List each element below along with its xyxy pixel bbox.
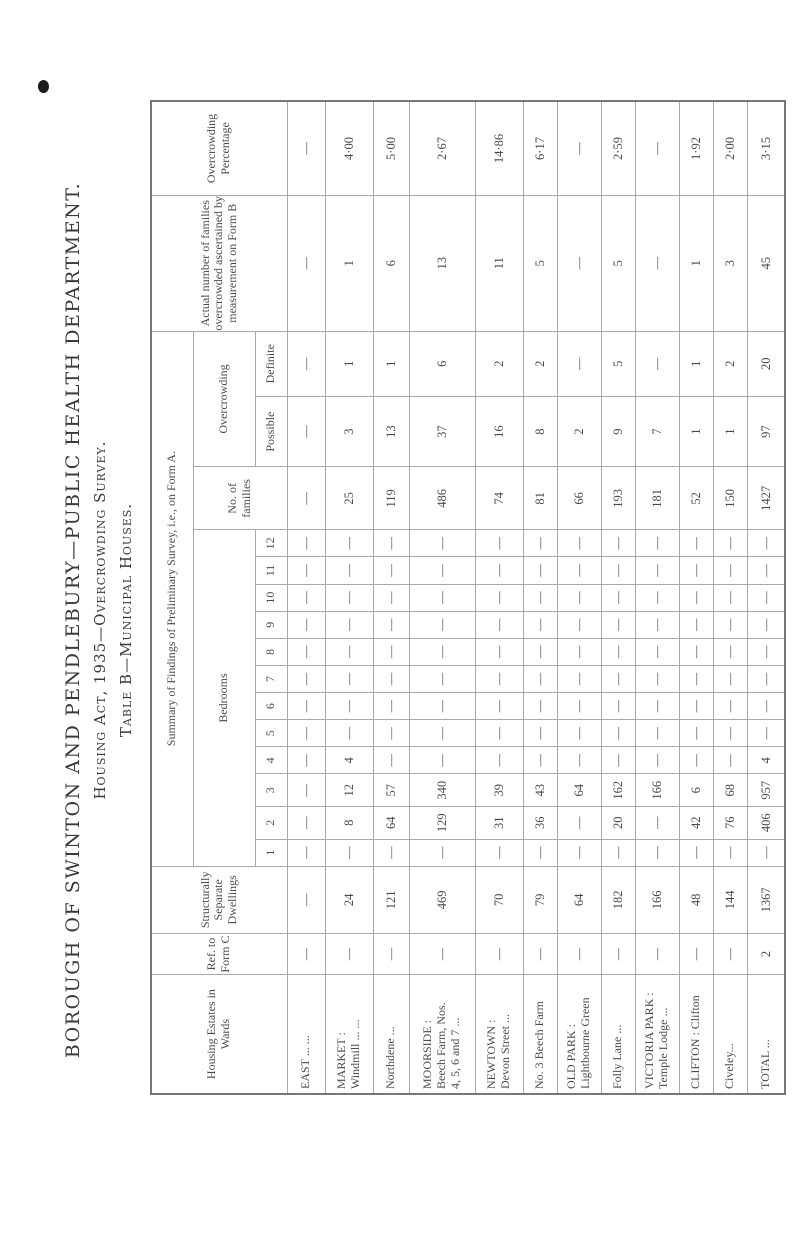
bedroom-4-cell: — — [523, 747, 557, 774]
bedroom-1-cell: — — [409, 839, 475, 866]
families-cell: 66 — [557, 467, 601, 530]
header-bedroom-5: 5 — [255, 720, 287, 747]
header-overcrowding: Overcrowding — [193, 331, 255, 467]
percentage-cell: 2·59 — [601, 101, 635, 195]
bedroom-12-cell: — — [373, 530, 409, 557]
report-title: BOROUGH OF SWINTON AND PENDLEBURY—PUBLIC HEALTH DEPARTMENT. — [62, 181, 84, 1059]
possible-cell: 1 — [713, 396, 747, 467]
bedroom-7-cell: — — [409, 665, 475, 692]
definite-cell: 6 — [409, 331, 475, 396]
dwellings-cell: 1367 — [747, 866, 785, 933]
header-actual: Actual number of families overcrowded ascertained by measurement on Form B — [151, 195, 287, 331]
bedroom-7-cell: — — [287, 665, 325, 692]
estate-name — [475, 975, 523, 1094]
bedroom-4-cell: — — [373, 747, 409, 774]
ref-cell: — — [475, 933, 523, 974]
possible-cell: 8 — [523, 396, 557, 467]
actual-cell: — — [635, 195, 679, 331]
table-row — [713, 101, 747, 1094]
bedroom-1-cell: — — [557, 839, 601, 866]
bedroom-9-cell: — — [409, 611, 475, 638]
families-cell: 486 — [409, 467, 475, 530]
estate-name — [287, 975, 325, 1094]
possible-cell: 7 — [635, 396, 679, 467]
estate-name — [409, 975, 475, 1094]
bedroom-5-cell: — — [475, 720, 523, 747]
bedroom-4-cell: 4 — [325, 747, 373, 774]
estate-name-line: Folly Lane ... — [610, 1024, 625, 1089]
bedroom-11-cell: — — [373, 557, 409, 584]
definite-cell: 1 — [373, 331, 409, 396]
bedroom-12-cell: — — [557, 530, 601, 557]
definite-cell: 2 — [713, 331, 747, 396]
bedroom-7-cell: — — [373, 665, 409, 692]
header-bedroom-3: 3 — [255, 774, 287, 807]
actual-cell: 11 — [475, 195, 523, 331]
bedroom-2-cell: 406 — [747, 807, 785, 840]
dwellings-cell: 166 — [635, 866, 679, 933]
bedroom-2-cell: 76 — [713, 807, 747, 840]
ref-cell: — — [679, 933, 713, 974]
dwellings-cell: 48 — [679, 866, 713, 933]
ref-cell: — — [325, 933, 373, 974]
bedroom-12-cell: — — [409, 530, 475, 557]
percentage-cell: 14·86 — [475, 101, 523, 195]
bedroom-9-cell: — — [325, 611, 373, 638]
dwellings-cell: 144 — [713, 866, 747, 933]
header-bedrooms: Bedrooms — [193, 530, 255, 866]
bedroom-11-cell: — — [557, 557, 601, 584]
percentage-cell: — — [635, 101, 679, 195]
possible-cell: 37 — [409, 396, 475, 467]
bedroom-6-cell: — — [747, 693, 785, 720]
dwellings-cell: 79 — [523, 866, 557, 933]
dwellings-cell: 182 — [601, 866, 635, 933]
ref-cell: — — [635, 933, 679, 974]
bedroom-12-cell: — — [679, 530, 713, 557]
bedroom-11-cell: — — [713, 557, 747, 584]
bedroom-2-cell: 31 — [475, 807, 523, 840]
estate-name-line: Civeley... — [722, 1043, 737, 1089]
bedroom-6-cell: — — [679, 693, 713, 720]
header-ref: Ref. to Form C — [151, 933, 287, 974]
bedroom-8-cell: — — [713, 638, 747, 665]
bedroom-9-cell: — — [557, 611, 601, 638]
bedroom-5-cell: — — [523, 720, 557, 747]
bedroom-11-cell: — — [679, 557, 713, 584]
bedroom-1-cell: — — [523, 839, 557, 866]
header-summary: Summary of Findings of Preliminary Survey, i.e., on Form A. — [151, 331, 193, 866]
bedroom-5-cell: — — [747, 720, 785, 747]
bedroom-3-cell: 43 — [523, 774, 557, 807]
ref-cell: — — [713, 933, 747, 974]
bedroom-4-cell: — — [409, 747, 475, 774]
possible-cell: 3 — [325, 396, 373, 467]
bedroom-6-cell: — — [409, 693, 475, 720]
table-row — [409, 101, 475, 1094]
bedroom-5-cell: — — [601, 720, 635, 747]
bedroom-1-cell: — — [287, 839, 325, 866]
estate-name-line: Devon Street ... — [498, 1014, 512, 1089]
estate-name-line: MOORSIDE : — [420, 1019, 435, 1089]
header-bedroom-6: 6 — [255, 693, 287, 720]
estate-name — [601, 975, 635, 1094]
actual-cell: 45 — [747, 195, 785, 331]
header-bedroom-10: 10 — [255, 584, 287, 611]
estate-name — [373, 975, 409, 1094]
percentage-cell: — — [287, 101, 325, 195]
bedroom-5-cell: — — [325, 720, 373, 747]
ref-cell: — — [373, 933, 409, 974]
bedroom-8-cell: — — [287, 638, 325, 665]
families-cell: 119 — [373, 467, 409, 530]
bedroom-11-cell: — — [747, 557, 785, 584]
actual-cell: 5 — [523, 195, 557, 331]
bedroom-5-cell: — — [679, 720, 713, 747]
bedroom-11-cell: — — [601, 557, 635, 584]
percentage-cell: 4·00 — [325, 101, 373, 195]
table-row — [373, 101, 409, 1094]
bedroom-2-cell: — — [287, 807, 325, 840]
bedroom-3-cell: 39 — [475, 774, 523, 807]
bedroom-8-cell: — — [373, 638, 409, 665]
estate-name-line: Northdene ... — [383, 1026, 398, 1089]
bedroom-2-cell: — — [635, 807, 679, 840]
header-bedroom-7: 7 — [255, 665, 287, 692]
bedroom-11-cell: — — [325, 557, 373, 584]
bedroom-3-cell: 340 — [409, 774, 475, 807]
bedroom-3-cell: 12 — [325, 774, 373, 807]
estate-name-line: MARKET : — [334, 1032, 349, 1089]
bedroom-1-cell: — — [325, 839, 373, 866]
definite-cell: 1 — [325, 331, 373, 396]
bedroom-11-cell: — — [523, 557, 557, 584]
possible-cell: 97 — [747, 396, 785, 467]
rotated-table-wrapper — [150, 0, 800, 1095]
table-row — [601, 101, 635, 1094]
ref-cell: — — [287, 933, 325, 974]
bedroom-6-cell: — — [373, 693, 409, 720]
estate-name-line: OLD PARK : — [564, 1024, 579, 1089]
families-cell: 25 — [325, 467, 373, 530]
table-row — [325, 101, 373, 1094]
bedroom-11-cell: — — [409, 557, 475, 584]
bedroom-9-cell: — — [523, 611, 557, 638]
bedroom-1-cell: — — [747, 839, 785, 866]
header-bedroom-12: 12 — [255, 530, 287, 557]
bedroom-10-cell: — — [713, 584, 747, 611]
header-bedroom-9: 9 — [255, 611, 287, 638]
bedroom-2-cell: 20 — [601, 807, 635, 840]
definite-cell: — — [287, 331, 325, 396]
bedroom-7-cell: — — [747, 665, 785, 692]
bedroom-3-cell: 64 — [557, 774, 601, 807]
table-title: Table B—Municipal Houses. — [117, 502, 135, 738]
families-cell: 150 — [713, 467, 747, 530]
possible-cell: 9 — [601, 396, 635, 467]
bedroom-3-cell: 162 — [601, 774, 635, 807]
actual-cell: 1 — [325, 195, 373, 331]
bedroom-1-cell: — — [601, 839, 635, 866]
estate-name-line: Windmill ... ... — [348, 1019, 362, 1089]
bedroom-4-cell: — — [601, 747, 635, 774]
bedroom-7-cell: — — [557, 665, 601, 692]
bedroom-2-cell: 42 — [679, 807, 713, 840]
header-percentage: Overcrowding Percentage — [151, 101, 287, 195]
bedroom-4-cell: — — [475, 747, 523, 774]
dwellings-cell: 70 — [475, 866, 523, 933]
dwellings-cell: 121 — [373, 866, 409, 933]
header-definite: Definite — [255, 331, 287, 396]
estate-name — [679, 975, 713, 1094]
bedroom-10-cell: — — [747, 584, 785, 611]
families-cell: 74 — [475, 467, 523, 530]
definite-cell: — — [635, 331, 679, 396]
header-bedroom-1: 1 — [255, 839, 287, 866]
table-row — [287, 101, 325, 1094]
bedroom-12-cell: — — [635, 530, 679, 557]
header-estate: Housing Estates in Wards — [151, 975, 287, 1094]
actual-cell: 5 — [601, 195, 635, 331]
bedroom-4-cell: — — [557, 747, 601, 774]
actual-cell: 13 — [409, 195, 475, 331]
bedroom-7-cell: — — [325, 665, 373, 692]
percentage-cell: — — [557, 101, 601, 195]
percentage-cell: 6·17 — [523, 101, 557, 195]
possible-cell: 16 — [475, 396, 523, 467]
bedroom-8-cell: — — [635, 638, 679, 665]
dwellings-cell: 469 — [409, 866, 475, 933]
bedroom-4-cell: — — [287, 747, 325, 774]
bedroom-12-cell: — — [601, 530, 635, 557]
percentage-cell: 5·00 — [373, 101, 409, 195]
bedroom-1-cell: — — [475, 839, 523, 866]
bedroom-12-cell: — — [287, 530, 325, 557]
possible-cell: 2 — [557, 396, 601, 467]
estate-name-line: No. 3 Beech Farm — [532, 1001, 547, 1089]
header-bedroom-2: 2 — [255, 807, 287, 840]
bedroom-9-cell: — — [601, 611, 635, 638]
percentage-cell: 2·00 — [713, 101, 747, 195]
actual-cell: 6 — [373, 195, 409, 331]
bedroom-3-cell: 166 — [635, 774, 679, 807]
dwellings-cell: — — [287, 866, 325, 933]
definite-cell: — — [557, 331, 601, 396]
estate-name — [557, 975, 601, 1094]
percentage-cell: 3·15 — [747, 101, 785, 195]
bedroom-9-cell: — — [747, 611, 785, 638]
header-dwellings: Structurally Separate Dwellings — [151, 866, 287, 933]
ref-cell: — — [523, 933, 557, 974]
header-bedroom-11: 11 — [255, 557, 287, 584]
possible-cell: 1 — [679, 396, 713, 467]
families-cell: 81 — [523, 467, 557, 530]
bedroom-7-cell: — — [601, 665, 635, 692]
percentage-cell: 1·92 — [679, 101, 713, 195]
bedroom-6-cell: — — [287, 693, 325, 720]
bedroom-6-cell: — — [713, 693, 747, 720]
bedroom-7-cell: — — [475, 665, 523, 692]
table-row — [679, 101, 713, 1094]
bedroom-12-cell: — — [713, 530, 747, 557]
table-row — [523, 101, 557, 1094]
definite-cell: 20 — [747, 331, 785, 396]
bedroom-3-cell: 957 — [747, 774, 785, 807]
overcrowding-table — [150, 100, 786, 1095]
families-cell: 52 — [679, 467, 713, 530]
header-bedroom-4: 4 — [255, 747, 287, 774]
actual-cell: 1 — [679, 195, 713, 331]
bedroom-6-cell: — — [523, 693, 557, 720]
bedroom-5-cell: — — [373, 720, 409, 747]
bedroom-3-cell: 68 — [713, 774, 747, 807]
bedroom-12-cell: — — [325, 530, 373, 557]
bedroom-4-cell: 4 — [747, 747, 785, 774]
act-subtitle: Housing Act, 1935—Overcrowding Survey. — [91, 440, 109, 800]
bedroom-6-cell: — — [601, 693, 635, 720]
families-cell: 181 — [635, 467, 679, 530]
definite-cell: 1 — [679, 331, 713, 396]
estate-name-line: NEWTOWN : — [484, 1019, 499, 1089]
estate-name — [747, 975, 785, 1094]
bedroom-1-cell: — — [713, 839, 747, 866]
bedroom-5-cell: — — [713, 720, 747, 747]
bedroom-1-cell: — — [373, 839, 409, 866]
bedroom-6-cell: — — [557, 693, 601, 720]
ref-cell: 2 — [747, 933, 785, 974]
bedroom-9-cell: — — [287, 611, 325, 638]
bedroom-8-cell: — — [679, 638, 713, 665]
bedroom-4-cell: — — [713, 747, 747, 774]
bedroom-3-cell: — — [287, 774, 325, 807]
estate-name-line: Temple Lodge ... — [656, 1007, 670, 1089]
table-row — [747, 101, 785, 1094]
bedroom-9-cell: — — [635, 611, 679, 638]
ref-cell: — — [409, 933, 475, 974]
bedroom-12-cell: — — [475, 530, 523, 557]
possible-cell: — — [287, 396, 325, 467]
definite-cell: 2 — [475, 331, 523, 396]
bedroom-8-cell: — — [523, 638, 557, 665]
bedroom-10-cell: — — [475, 584, 523, 611]
dwellings-cell: 64 — [557, 866, 601, 933]
percentage-cell: 2·67 — [409, 101, 475, 195]
bedroom-10-cell: — — [287, 584, 325, 611]
bedroom-12-cell: — — [523, 530, 557, 557]
bedroom-8-cell: — — [601, 638, 635, 665]
estate-name — [635, 975, 679, 1094]
bedroom-9-cell: — — [679, 611, 713, 638]
header-families: No. of families — [193, 467, 287, 530]
bedroom-6-cell: — — [325, 693, 373, 720]
bedroom-2-cell: 8 — [325, 807, 373, 840]
bedroom-3-cell: 6 — [679, 774, 713, 807]
bedroom-1-cell: — — [679, 839, 713, 866]
bedroom-8-cell: — — [409, 638, 475, 665]
table-row — [557, 101, 601, 1094]
bedroom-5-cell: — — [409, 720, 475, 747]
estate-name — [713, 975, 747, 1094]
bedroom-4-cell: — — [679, 747, 713, 774]
bedroom-5-cell: — — [557, 720, 601, 747]
bedroom-10-cell: — — [635, 584, 679, 611]
bedroom-9-cell: — — [713, 611, 747, 638]
estate-name-line: Beech Farm, Nos. — [434, 1002, 449, 1089]
bedroom-10-cell: — — [409, 584, 475, 611]
actual-cell: — — [557, 195, 601, 331]
bedroom-11-cell: — — [287, 557, 325, 584]
bedroom-1-cell: — — [635, 839, 679, 866]
bedroom-2-cell: — — [557, 807, 601, 840]
bedroom-9-cell: — — [373, 611, 409, 638]
ref-cell: — — [557, 933, 601, 974]
bedroom-8-cell: — — [475, 638, 523, 665]
bedroom-7-cell: — — [523, 665, 557, 692]
estate-name-line: VICTORIA PARK : — [642, 992, 657, 1089]
estate-name-line: 4, 5, 6 and 7 ... — [447, 1017, 462, 1089]
estate-name — [325, 975, 373, 1094]
bedroom-7-cell: — — [679, 665, 713, 692]
bedroom-10-cell: — — [679, 584, 713, 611]
bedroom-4-cell: — — [635, 747, 679, 774]
header-bedroom-8: 8 — [255, 638, 287, 665]
bedroom-6-cell: — — [635, 693, 679, 720]
families-cell: 1427 — [747, 467, 785, 530]
definite-cell: 2 — [523, 331, 557, 396]
header-possible: Possible — [255, 396, 287, 467]
families-cell: 193 — [601, 467, 635, 530]
estate-name — [523, 975, 557, 1094]
actual-cell: — — [287, 195, 325, 331]
bedroom-10-cell: — — [325, 584, 373, 611]
estate-name-line: CLIFTON : Clifton — [688, 995, 703, 1089]
definite-cell: 5 — [601, 331, 635, 396]
bedroom-10-cell: — — [373, 584, 409, 611]
bedroom-11-cell: — — [635, 557, 679, 584]
estate-name-line: Lightbourne Green — [578, 997, 592, 1089]
bedroom-7-cell: — — [713, 665, 747, 692]
possible-cell: 13 — [373, 396, 409, 467]
bedroom-8-cell: — — [557, 638, 601, 665]
bedroom-5-cell: — — [287, 720, 325, 747]
bedroom-8-cell: — — [747, 638, 785, 665]
bedroom-12-cell: — — [747, 530, 785, 557]
estate-name-line: TOTAL ... — [757, 1039, 772, 1089]
bedroom-2-cell: 36 — [523, 807, 557, 840]
ref-cell: — — [601, 933, 635, 974]
bedroom-9-cell: — — [475, 611, 523, 638]
bedroom-5-cell: — — [635, 720, 679, 747]
bedroom-2-cell: 129 — [409, 807, 475, 840]
bedroom-3-cell: 57 — [373, 774, 409, 807]
bedroom-10-cell: — — [523, 584, 557, 611]
bedroom-8-cell: — — [325, 638, 373, 665]
bedroom-2-cell: 64 — [373, 807, 409, 840]
bedroom-10-cell: — — [601, 584, 635, 611]
families-cell: — — [287, 467, 325, 530]
bedroom-11-cell: — — [475, 557, 523, 584]
table-row — [475, 101, 523, 1094]
actual-cell: 3 — [713, 195, 747, 331]
bedroom-7-cell: — — [635, 665, 679, 692]
table-row — [635, 101, 679, 1094]
estate-name-line: EAST ... ... — [298, 1035, 313, 1089]
bedroom-6-cell: — — [475, 693, 523, 720]
dwellings-cell: 24 — [325, 866, 373, 933]
bedroom-10-cell: — — [557, 584, 601, 611]
